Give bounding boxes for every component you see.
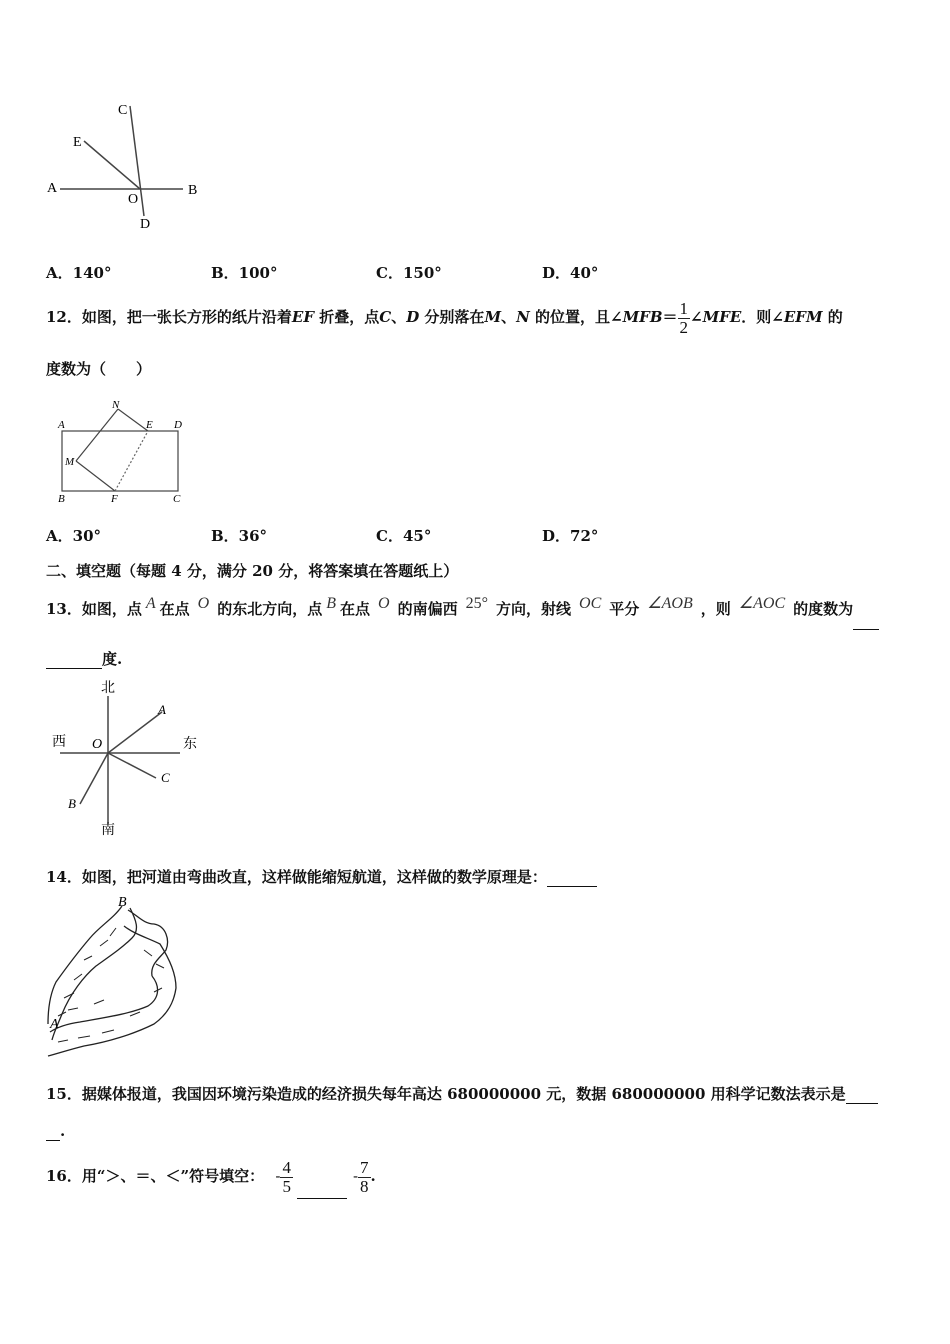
q16-answer-blank[interactable]: [297, 1154, 347, 1199]
q13-label-c: C: [161, 770, 170, 785]
q11-figure: [40, 96, 220, 236]
q12-stem-line2: 度数为（ ）: [46, 360, 152, 378]
q12-fraction: $\frac{1}{2}$: [679, 298, 689, 337]
q12-option-a: A．30°: [46, 527, 102, 545]
q15-answer-blank-2[interactable]: [46, 1122, 60, 1141]
q13-stem-line2: 度.: [46, 648, 122, 669]
q12-label-a: A: [58, 419, 65, 431]
q11-label-c: C: [118, 103, 128, 118]
q12-stem-line1: 12．如图，把一张长方形的纸片沿着EF 折叠，点C、D 分别落在M、N 的位置，且∠MFB＝ $\frac{1}{2}$ ∠MFE．则∠EFM 的: [46, 298, 843, 337]
q11-option-b: B．100°: [211, 264, 278, 282]
q13-label-b: B: [68, 796, 76, 811]
q12-option-d: D．72°: [542, 527, 599, 545]
q11-label-d: D: [140, 217, 151, 232]
q11-label-b: B: [188, 183, 198, 198]
q14-stem: 14．如图，把河道由弯曲改直，这样做能缩短航道，这样做的数学原理是：: [46, 866, 597, 887]
q11-option-a: A．140°: [46, 264, 112, 282]
q14-figure: [44, 890, 194, 1062]
q14-label-b: B: [118, 895, 127, 910]
q11-option-d: D．40°: [542, 264, 599, 282]
q12-label-n: N: [112, 399, 120, 411]
q12-label-m: M: [65, 456, 75, 468]
q14-answer-blank[interactable]: [547, 868, 597, 887]
q13-label-south: 南: [101, 823, 115, 838]
q13-label-north: 北: [101, 681, 115, 696]
q12-label-b: B: [58, 493, 65, 505]
q16-stem: 16．用“＞、＝、＜”符号填空： - $\frac{4}{5}$ - $\frac{7}{8}$ .: [46, 1154, 376, 1199]
q11-label-a: A: [47, 181, 58, 196]
q12-label-e: E: [146, 419, 153, 431]
section2-heading: 二、填空题（每题 4 分，满分 20 分，将答案填在答题纸上）: [46, 562, 459, 580]
q11-label-e: E: [73, 135, 82, 150]
q11-label-o: O: [128, 192, 139, 207]
q13-label-east: 东: [183, 737, 197, 752]
q12-label-d: D: [174, 419, 182, 431]
q15-stem-line2: .: [46, 1122, 65, 1141]
q15-answer-blank-1[interactable]: [846, 1085, 878, 1104]
q12-option-c: C．45°: [376, 527, 432, 545]
q14-label-a: A: [50, 1017, 59, 1032]
q13-answer-blank-1[interactable]: [853, 589, 879, 630]
q13-stem-line1: 13．如图，点 $^A$ 在点 $^O$ 的东北方向，点 $^B$ 在点 $^O$ 的南偏西 $^{25^\circ}$ 方向，射线 $^{OC}$ 平分 $^{\angle AOB}$ ，则 $^{\angle AOC}$ 的度数为: [46, 584, 879, 630]
q12-option-b: B．36°: [211, 527, 268, 545]
q13-answer-blank-2[interactable]: [46, 650, 102, 669]
q13-label-o: O: [92, 737, 103, 752]
q16-fraction-2: $\frac{7}{8}$: [360, 1157, 369, 1196]
q16-fraction-1: $\frac{4}{5}$: [282, 1157, 291, 1196]
q11-option-c: C．150°: [376, 264, 442, 282]
q13-figure: [48, 676, 208, 838]
q13-label-a: A: [158, 702, 166, 717]
q12-figure: [52, 396, 202, 508]
q13-label-west: 西: [52, 735, 66, 750]
q12-label-f: F: [111, 493, 118, 505]
q12-label-c: C: [173, 493, 181, 505]
q15-stem-line1: 15．据媒体报道，我国因环境污染造成的经济损失每年高达 680000000 元，数据 680000000 用科学记数法表示是: [46, 1083, 878, 1104]
